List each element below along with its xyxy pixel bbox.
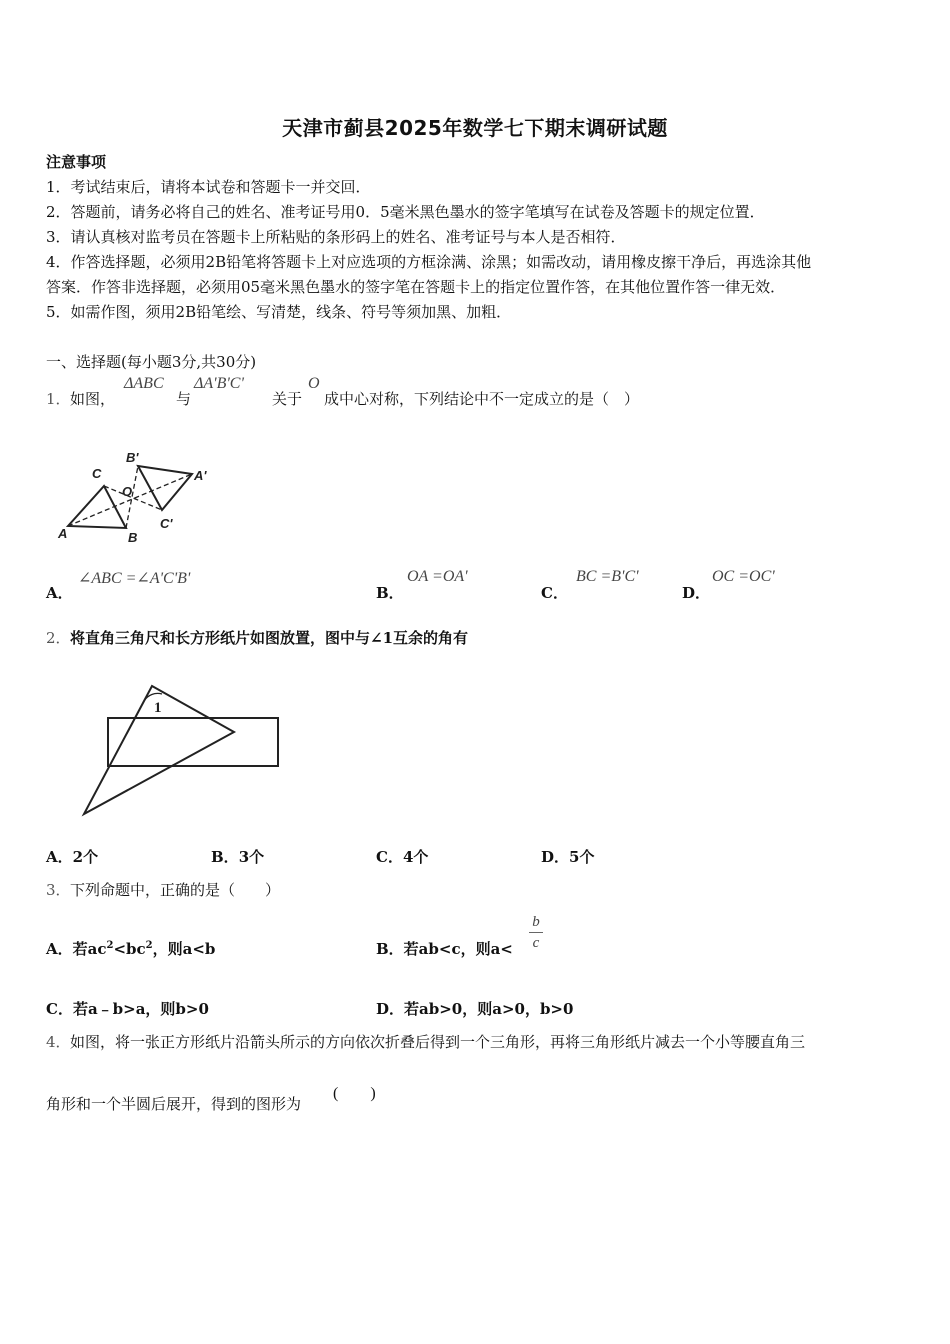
label-b: B — [128, 530, 138, 544]
q1-option-d-expr: OC =OC' — [712, 568, 775, 585]
q2-option-b[interactable] — [211, 846, 264, 867]
fraction-bar — [529, 932, 543, 933]
q2-option-c-label: C． — [376, 848, 403, 866]
q2-option-b-text: 3个 — [238, 848, 265, 866]
q2-option-b-label: B． — [211, 848, 239, 866]
q1-text-2: 与 — [176, 390, 192, 408]
q1-figure — [52, 444, 222, 544]
q1-text-4: 成中心对称，下列结论中不一定成立的是（ ） — [324, 390, 640, 408]
q4-text-line1: 如图，将一张正方形纸片沿箭头所示的方向依次折叠后得到一个三角形，再将三角形纸片减去一个小等腰直角三 — [70, 1033, 806, 1051]
q1-number: 1． — [46, 390, 71, 408]
q1-text-1: 如图， — [70, 390, 116, 408]
q3-option-a-mid: <bc — [113, 940, 146, 958]
q1-option-c-label[interactable]: C． — [541, 584, 568, 602]
label-c: C — [92, 466, 102, 481]
page-title: 天津市蓟县2025年数学七下期末调研试题 — [282, 116, 668, 140]
notice-heading: 注意事项 — [46, 153, 107, 171]
q1-option-a-label[interactable]: A． — [46, 584, 73, 602]
q3-option-b[interactable]: B．若ab<c，则a< — [376, 940, 513, 958]
q1-option-a-expr: ∠ABC =∠A'C'B' — [78, 570, 191, 587]
q3-option-c[interactable]: C．若a﹣b>a，则b>0 — [46, 1000, 209, 1018]
q1-center-o: O — [308, 375, 320, 392]
segment-aa1 — [68, 474, 192, 526]
q3-option-a-post: ，则a<b — [152, 940, 216, 958]
q2-option-c[interactable] — [376, 846, 428, 867]
q2-figure — [76, 680, 286, 820]
label-c1: C' — [160, 516, 173, 531]
q1-triangle-abc: ΔABC — [124, 375, 164, 392]
q3-option-a-sup1: 2 — [106, 940, 114, 951]
notice-item-5: 5．如需作图，须用2B铅笔绘、写清楚，线条、符号等须加黑、加粗． — [46, 303, 512, 321]
notice-item-2: 2．答题前，请务必将自己的姓名、准考证号用0．5毫米黑色墨水的签字笔填写在试卷及答题卡的规定位置． — [46, 203, 765, 221]
rectangle-paper — [108, 718, 278, 766]
q2-option-d-label: D． — [541, 848, 570, 866]
q1-triangle-a1b1c1: ΔA'B'C' — [194, 375, 244, 392]
q3-fraction-numerator: b — [532, 914, 540, 930]
q3-option-b-fraction — [529, 913, 543, 952]
q3-option-a[interactable] — [46, 938, 215, 959]
q2-option-c-text: 4个 — [402, 848, 429, 866]
q2-text: 将直角三角尺和长方形纸片如图放置，图中与∠1互余的角有 — [70, 629, 469, 647]
q3-option-a-pre: A．若ac — [46, 940, 107, 958]
q4-answer-paren: ( ) — [333, 1085, 376, 1102]
label-b1: B' — [126, 450, 139, 465]
q4-number: 4． — [46, 1033, 71, 1051]
q1-option-c-expr: BC =B'C' — [576, 568, 639, 585]
q2-option-a-label: A． — [46, 848, 73, 866]
q2-option-a[interactable] — [46, 846, 98, 867]
q1-text-3: 关于 — [272, 390, 303, 408]
q2-option-a-text: 2个 — [72, 848, 99, 866]
q2-option-d[interactable] — [541, 846, 594, 867]
q1-option-d-label[interactable]: D． — [682, 584, 711, 602]
notice-item-4: 4．作答选择题，必须用2B铅笔将答题卡上对应选项的方框涂满、涂黑；如需改动，请用橡皮擦干净后，再选涂其他 — [46, 253, 812, 271]
label-angle-1: 1 — [154, 700, 162, 716]
q3-fraction-denominator: c — [532, 935, 540, 951]
q2-option-d-text: 5个 — [569, 848, 595, 866]
triangle-a1b1c1 — [138, 466, 192, 510]
q4-text-line2: 角形和一个半圆后展开，得到的图形为 — [46, 1095, 302, 1113]
q3-option-a-sup2: 2 — [145, 940, 153, 951]
label-o: O — [122, 484, 133, 499]
q1-option-b-label[interactable]: B． — [376, 584, 404, 602]
q3-number: 3． — [46, 881, 71, 899]
label-a: A — [58, 526, 68, 541]
q3-option-d[interactable]: D．若ab>0，则a>0，b>0 — [376, 1000, 574, 1018]
label-a1: A' — [194, 468, 207, 483]
section-heading: 一、选择题(每小题3分,共30分) — [46, 353, 257, 371]
q3-text: 下列命题中，正确的是（ ） — [70, 881, 281, 899]
q1-option-b-expr: OA =OA' — [407, 568, 468, 585]
notice-item-3: 3．请认真核对监考员在答题卡上所粘贴的条形码上的姓名、准考证号与本人是否相符． — [46, 228, 626, 246]
notice-item-1: 1．考试结束后，请将本试卷和答题卡一并交回． — [46, 178, 371, 196]
q2-number: 2． — [46, 629, 71, 647]
notice-item-4-cont: 答案．作答非选择题，必须用05毫米黑色墨水的签字笔在答题卡上的指定位置作答，在其他位置作答一律无效． — [46, 278, 786, 296]
